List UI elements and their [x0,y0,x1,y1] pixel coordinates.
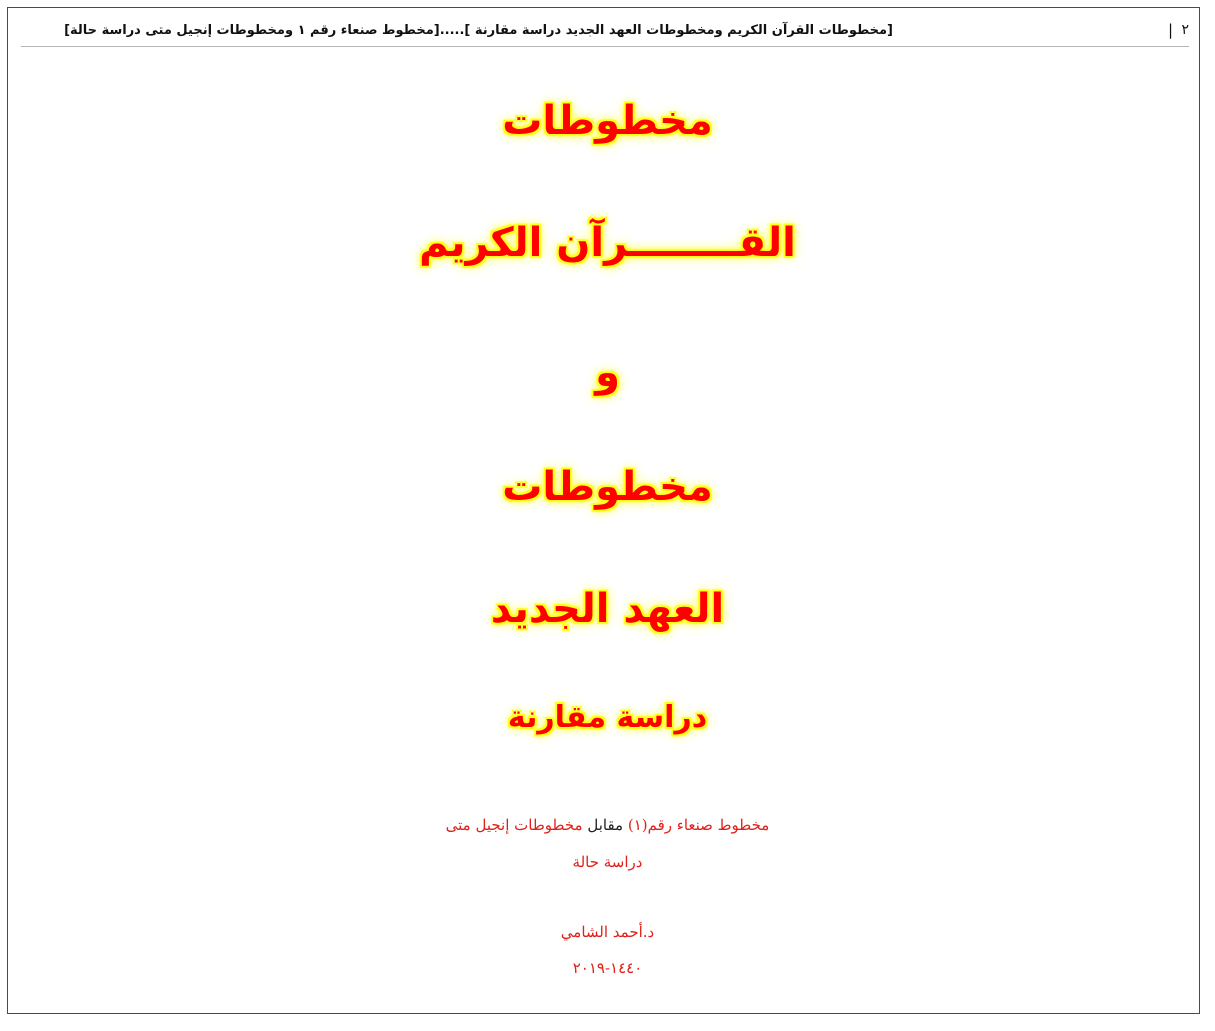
title-line-new-testament: العهد الجديد [490,586,725,632]
title-line-quran: القــــــــرآن الكريم [419,220,796,266]
subtitle-sanaa: مخطوط صنعاء رقم(١) [627,816,770,834]
case-study-line: دراسة حالة [572,853,643,871]
header-separator: | [1167,21,1173,39]
title-line-and: و [595,350,620,396]
page-header [21,20,1189,47]
subtitle-matthew: مخطوطات إنجيل متى [445,816,583,834]
subtitle-line [0,816,1215,834]
page-number: ٢ [1181,22,1189,38]
title-line-manuscripts: مخطوطات [502,98,713,144]
title-line-manuscripts-2: مخطوطات [502,464,713,510]
running-title: [مخطوطات القرآن الكريم ومخطوطات العهد الجديد دراسة مقارنة ].....[مخطوط صنعاء رقم ١ ومخطوطات إنجيل متى دراسة حالة] [64,23,893,38]
subtitle-versus: مقابل [582,816,628,834]
publication-date: ١٤٤٠-٢٠١٩ [572,959,643,977]
author-name: د.أحمد الشامي [560,923,655,941]
title-line-comparative-study: دراسة مقارنة [507,700,708,735]
